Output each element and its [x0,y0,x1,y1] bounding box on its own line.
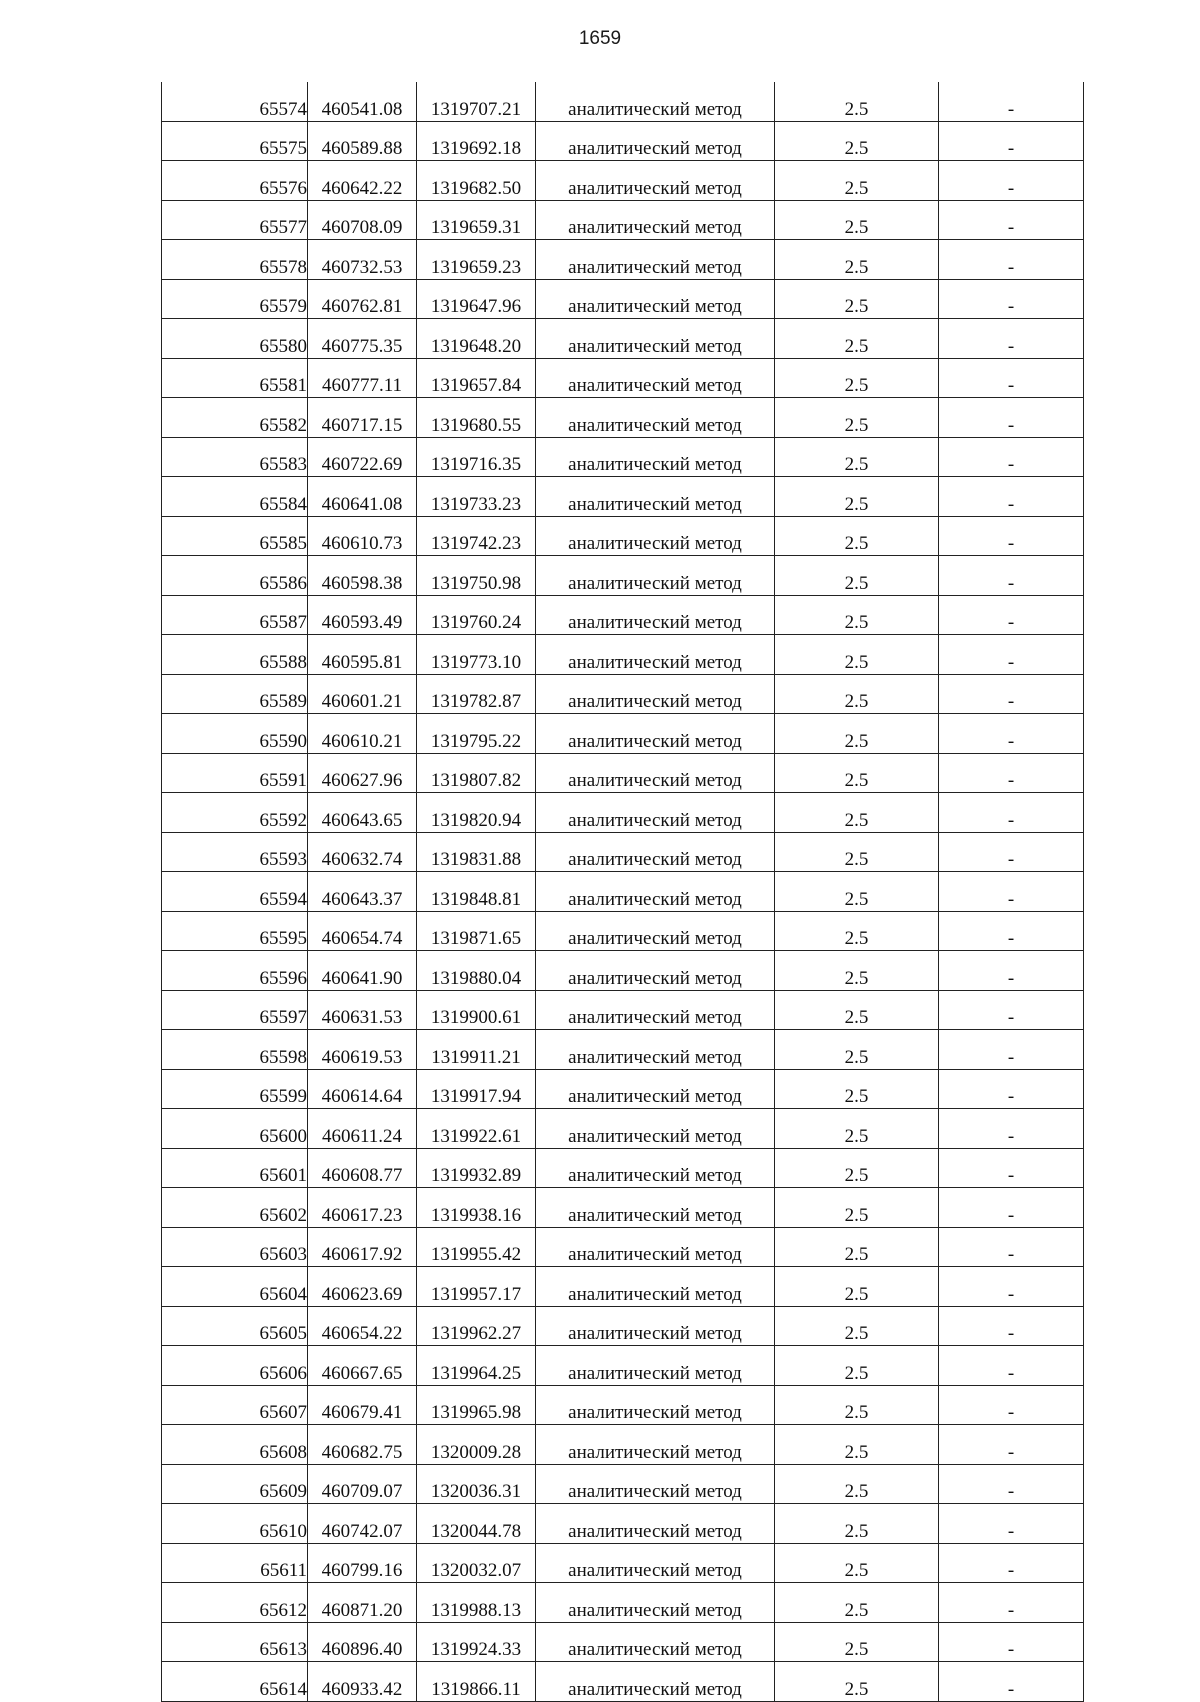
method-cell: аналитический метод [536,1148,775,1188]
accuracy-cell: 2.5 [775,121,939,161]
table-row [162,635,1084,675]
note-cell: - [939,398,1084,438]
method-cell: аналитический метод [536,516,775,556]
accuracy-cell: 2.5 [775,1306,939,1346]
point-number-cell: 65597 [162,990,308,1030]
point-number-cell: 65609 [162,1464,308,1504]
accuracy-cell: 2.5 [775,477,939,517]
table-row [162,200,1084,240]
point-number-cell: 65581 [162,358,308,398]
method-cell: аналитический метод [536,556,775,596]
x-coordinate-cell: 460608.77 [308,1148,417,1188]
table-row [162,793,1084,833]
table-row [162,1188,1084,1228]
x-coordinate-cell: 460871.20 [308,1583,417,1623]
table-row [162,595,1084,635]
method-cell: аналитический метод [536,1425,775,1465]
x-coordinate-cell: 460593.49 [308,595,417,635]
y-coordinate-cell: 1319848.81 [417,872,536,912]
method-cell: аналитический метод [536,1306,775,1346]
y-coordinate-cell: 1319657.84 [417,358,536,398]
table-row [162,516,1084,556]
y-coordinate-cell: 1319964.25 [417,1346,536,1386]
note-cell: - [939,793,1084,833]
note-cell: - [939,1385,1084,1425]
method-cell: аналитический метод [536,595,775,635]
method-cell: аналитический метод [536,1346,775,1386]
accuracy-cell: 2.5 [775,200,939,240]
table-row [162,753,1084,793]
y-coordinate-cell: 1319871.65 [417,911,536,951]
y-coordinate-cell: 1320009.28 [417,1425,536,1465]
accuracy-cell: 2.5 [775,1385,939,1425]
note-cell: - [939,1504,1084,1544]
x-coordinate-cell: 460631.53 [308,990,417,1030]
table-row [162,1306,1084,1346]
table-row [162,990,1084,1030]
method-cell: аналитический метод [536,437,775,477]
table-row [162,1227,1084,1267]
x-coordinate-cell: 460614.64 [308,1069,417,1109]
point-number-cell: 65575 [162,121,308,161]
note-cell: - [939,240,1084,280]
method-cell: аналитический метод [536,200,775,240]
x-coordinate-cell: 460682.75 [308,1425,417,1465]
x-coordinate-cell: 460717.15 [308,398,417,438]
point-number-cell: 65593 [162,832,308,872]
x-coordinate-cell: 460775.35 [308,319,417,359]
y-coordinate-cell: 1319716.35 [417,437,536,477]
x-coordinate-cell: 460610.73 [308,516,417,556]
x-coordinate-cell: 460541.08 [308,82,417,121]
table-row [162,951,1084,991]
accuracy-cell: 2.5 [775,1662,939,1702]
y-coordinate-cell: 1319659.31 [417,200,536,240]
x-coordinate-cell: 460611.24 [308,1109,417,1149]
x-coordinate-cell: 460617.92 [308,1227,417,1267]
point-number-cell: 65584 [162,477,308,517]
method-cell: аналитический метод [536,1583,775,1623]
method-cell: аналитический метод [536,1543,775,1583]
point-number-cell: 65612 [162,1583,308,1623]
table-row [162,1346,1084,1386]
accuracy-cell: 2.5 [775,1069,939,1109]
accuracy-cell: 2.5 [775,1030,939,1070]
accuracy-cell: 2.5 [775,793,939,833]
note-cell: - [939,82,1084,121]
accuracy-cell: 2.5 [775,1227,939,1267]
point-number-cell: 65604 [162,1267,308,1307]
table-row [162,1504,1084,1544]
y-coordinate-cell: 1319782.87 [417,674,536,714]
table-row [162,832,1084,872]
accuracy-cell: 2.5 [775,1504,939,1544]
point-number-cell: 65585 [162,516,308,556]
method-cell: аналитический метод [536,1385,775,1425]
note-cell: - [939,1622,1084,1662]
point-number-cell: 65608 [162,1425,308,1465]
accuracy-cell: 2.5 [775,82,939,121]
note-cell: - [939,635,1084,675]
y-coordinate-cell: 1319659.23 [417,240,536,280]
note-cell: - [939,1464,1084,1504]
x-coordinate-cell: 460679.41 [308,1385,417,1425]
method-cell: аналитический метод [536,1227,775,1267]
y-coordinate-cell: 1319692.18 [417,121,536,161]
note-cell: - [939,1662,1084,1702]
note-cell: - [939,1306,1084,1346]
accuracy-cell: 2.5 [775,437,939,477]
point-number-cell: 65587 [162,595,308,635]
accuracy-cell: 2.5 [775,1543,939,1583]
accuracy-cell: 2.5 [775,319,939,359]
point-number-cell: 65605 [162,1306,308,1346]
y-coordinate-cell: 1319820.94 [417,793,536,833]
y-coordinate-cell: 1319957.17 [417,1267,536,1307]
table-row [162,674,1084,714]
method-cell: аналитический метод [536,121,775,161]
point-number-cell: 65613 [162,1622,308,1662]
y-coordinate-cell: 1319742.23 [417,516,536,556]
point-number-cell: 65600 [162,1109,308,1149]
point-number-cell: 65602 [162,1188,308,1228]
table-row [162,1148,1084,1188]
x-coordinate-cell: 460610.21 [308,714,417,754]
accuracy-cell: 2.5 [775,1425,939,1465]
point-number-cell: 65574 [162,82,308,121]
accuracy-cell: 2.5 [775,556,939,596]
note-cell: - [939,1425,1084,1465]
x-coordinate-cell: 460598.38 [308,556,417,596]
table-row [162,1662,1084,1702]
x-coordinate-cell: 460777.11 [308,358,417,398]
y-coordinate-cell: 1319760.24 [417,595,536,635]
note-cell: - [939,990,1084,1030]
accuracy-cell: 2.5 [775,951,939,991]
note-cell: - [939,1069,1084,1109]
x-coordinate-cell: 460641.90 [308,951,417,991]
table-row [162,437,1084,477]
y-coordinate-cell: 1319955.42 [417,1227,536,1267]
point-number-cell: 65589 [162,674,308,714]
point-number-cell: 65611 [162,1543,308,1583]
method-cell: аналитический метод [536,1109,775,1149]
coordinates-table [161,82,1084,1702]
note-cell: - [939,358,1084,398]
method-cell: аналитический метод [536,911,775,951]
table-row [162,279,1084,319]
x-coordinate-cell: 460632.74 [308,832,417,872]
note-cell: - [939,1346,1084,1386]
note-cell: - [939,1267,1084,1307]
note-cell: - [939,516,1084,556]
note-cell: - [939,872,1084,912]
table-row [162,911,1084,951]
table-row [162,121,1084,161]
accuracy-cell: 2.5 [775,1267,939,1307]
x-coordinate-cell: 460742.07 [308,1504,417,1544]
note-cell: - [939,161,1084,201]
accuracy-cell: 2.5 [775,161,939,201]
method-cell: аналитический метод [536,161,775,201]
table-row [162,1385,1084,1425]
method-cell: аналитический метод [536,1069,775,1109]
point-number-cell: 65580 [162,319,308,359]
x-coordinate-cell: 460619.53 [308,1030,417,1070]
y-coordinate-cell: 1319880.04 [417,951,536,991]
point-number-cell: 65578 [162,240,308,280]
y-coordinate-cell: 1319831.88 [417,832,536,872]
point-number-cell: 65590 [162,714,308,754]
point-number-cell: 65603 [162,1227,308,1267]
table-row [162,556,1084,596]
y-coordinate-cell: 1319773.10 [417,635,536,675]
method-cell: аналитический метод [536,279,775,319]
x-coordinate-cell: 460933.42 [308,1662,417,1702]
note-cell: - [939,1583,1084,1623]
point-number-cell: 65592 [162,793,308,833]
table-row [162,1622,1084,1662]
accuracy-cell: 2.5 [775,595,939,635]
accuracy-cell: 2.5 [775,1109,939,1149]
accuracy-cell: 2.5 [775,990,939,1030]
y-coordinate-cell: 1319707.21 [417,82,536,121]
table-row [162,1425,1084,1465]
method-cell: аналитический метод [536,82,775,121]
note-cell: - [939,714,1084,754]
y-coordinate-cell: 1319938.16 [417,1188,536,1228]
x-coordinate-cell: 460589.88 [308,121,417,161]
table-row [162,714,1084,754]
accuracy-cell: 2.5 [775,240,939,280]
y-coordinate-cell: 1319795.22 [417,714,536,754]
x-coordinate-cell: 460654.22 [308,1306,417,1346]
method-cell: аналитический метод [536,753,775,793]
y-coordinate-cell: 1319922.61 [417,1109,536,1149]
accuracy-cell: 2.5 [775,714,939,754]
x-coordinate-cell: 460623.69 [308,1267,417,1307]
x-coordinate-cell: 460643.65 [308,793,417,833]
point-number-cell: 65598 [162,1030,308,1070]
method-cell: аналитический метод [536,1504,775,1544]
table-row [162,1543,1084,1583]
point-number-cell: 65579 [162,279,308,319]
point-number-cell: 65594 [162,872,308,912]
table-row [162,398,1084,438]
note-cell: - [939,1148,1084,1188]
accuracy-cell: 2.5 [775,1583,939,1623]
note-cell: - [939,556,1084,596]
note-cell: - [939,832,1084,872]
accuracy-cell: 2.5 [775,753,939,793]
point-number-cell: 65601 [162,1148,308,1188]
x-coordinate-cell: 460617.23 [308,1188,417,1228]
method-cell: аналитический метод [536,1188,775,1228]
y-coordinate-cell: 1319647.96 [417,279,536,319]
y-coordinate-cell: 1319932.89 [417,1148,536,1188]
method-cell: аналитический метод [536,872,775,912]
accuracy-cell: 2.5 [775,635,939,675]
y-coordinate-cell: 1320044.78 [417,1504,536,1544]
accuracy-cell: 2.5 [775,911,939,951]
y-coordinate-cell: 1320032.07 [417,1543,536,1583]
y-coordinate-cell: 1319965.98 [417,1385,536,1425]
x-coordinate-cell: 460642.22 [308,161,417,201]
x-coordinate-cell: 460595.81 [308,635,417,675]
table-row [162,358,1084,398]
point-number-cell: 65588 [162,635,308,675]
table-row [162,1069,1084,1109]
y-coordinate-cell: 1320036.31 [417,1464,536,1504]
point-number-cell: 65614 [162,1662,308,1702]
accuracy-cell: 2.5 [775,358,939,398]
y-coordinate-cell: 1319648.20 [417,319,536,359]
method-cell: аналитический метод [536,1622,775,1662]
table-row [162,240,1084,280]
accuracy-cell: 2.5 [775,1622,939,1662]
note-cell: - [939,437,1084,477]
point-number-cell: 65591 [162,753,308,793]
accuracy-cell: 2.5 [775,516,939,556]
note-cell: - [939,1543,1084,1583]
method-cell: аналитический метод [536,793,775,833]
x-coordinate-cell: 460722.69 [308,437,417,477]
note-cell: - [939,319,1084,359]
method-cell: аналитический метод [536,398,775,438]
note-cell: - [939,279,1084,319]
method-cell: аналитический метод [536,319,775,359]
y-coordinate-cell: 1319807.82 [417,753,536,793]
x-coordinate-cell: 460732.53 [308,240,417,280]
accuracy-cell: 2.5 [775,674,939,714]
point-number-cell: 65586 [162,556,308,596]
table-row [162,82,1084,121]
point-number-cell: 65607 [162,1385,308,1425]
method-cell: аналитический метод [536,635,775,675]
x-coordinate-cell: 460654.74 [308,911,417,951]
table-row [162,319,1084,359]
method-cell: аналитический метод [536,951,775,991]
x-coordinate-cell: 460708.09 [308,200,417,240]
method-cell: аналитический метод [536,358,775,398]
table-row [162,161,1084,201]
point-number-cell: 65576 [162,161,308,201]
y-coordinate-cell: 1319682.50 [417,161,536,201]
point-number-cell: 65599 [162,1069,308,1109]
x-coordinate-cell: 460709.07 [308,1464,417,1504]
x-coordinate-cell: 460799.16 [308,1543,417,1583]
y-coordinate-cell: 1319924.33 [417,1622,536,1662]
x-coordinate-cell: 460762.81 [308,279,417,319]
table-row [162,1583,1084,1623]
note-cell: - [939,1030,1084,1070]
note-cell: - [939,595,1084,635]
table-row [162,1030,1084,1070]
accuracy-cell: 2.5 [775,872,939,912]
method-cell: аналитический метод [536,1030,775,1070]
table-row [162,872,1084,912]
y-coordinate-cell: 1319900.61 [417,990,536,1030]
y-coordinate-cell: 1319733.23 [417,477,536,517]
page-number: 1659 [578,28,622,49]
y-coordinate-cell: 1319750.98 [417,556,536,596]
note-cell: - [939,477,1084,517]
point-number-cell: 65606 [162,1346,308,1386]
method-cell: аналитический метод [536,1464,775,1504]
table-row [162,1109,1084,1149]
x-coordinate-cell: 460667.65 [308,1346,417,1386]
note-cell: - [939,200,1084,240]
table-row [162,1464,1084,1504]
method-cell: аналитический метод [536,832,775,872]
y-coordinate-cell: 1319866.11 [417,1662,536,1702]
accuracy-cell: 2.5 [775,832,939,872]
note-cell: - [939,911,1084,951]
note-cell: - [939,951,1084,991]
x-coordinate-cell: 460641.08 [308,477,417,517]
accuracy-cell: 2.5 [775,279,939,319]
method-cell: аналитический метод [536,1662,775,1702]
y-coordinate-cell: 1319917.94 [417,1069,536,1109]
method-cell: аналитический метод [536,990,775,1030]
y-coordinate-cell: 1319680.55 [417,398,536,438]
note-cell: - [939,674,1084,714]
accuracy-cell: 2.5 [775,1464,939,1504]
note-cell: - [939,121,1084,161]
y-coordinate-cell: 1319988.13 [417,1583,536,1623]
method-cell: аналитический метод [536,477,775,517]
note-cell: - [939,1227,1084,1267]
note-cell: - [939,1109,1084,1149]
method-cell: аналитический метод [536,714,775,754]
accuracy-cell: 2.5 [775,1346,939,1386]
point-number-cell: 65583 [162,437,308,477]
method-cell: аналитический метод [536,240,775,280]
point-number-cell: 65577 [162,200,308,240]
point-number-cell: 65595 [162,911,308,951]
accuracy-cell: 2.5 [775,1148,939,1188]
point-number-cell: 65596 [162,951,308,991]
point-number-cell: 65582 [162,398,308,438]
y-coordinate-cell: 1319911.21 [417,1030,536,1070]
method-cell: аналитический метод [536,674,775,714]
accuracy-cell: 2.5 [775,1188,939,1228]
method-cell: аналитический метод [536,1267,775,1307]
table-body [162,82,1084,1701]
table-row [162,477,1084,517]
note-cell: - [939,1188,1084,1228]
x-coordinate-cell: 460601.21 [308,674,417,714]
x-coordinate-cell: 460627.96 [308,753,417,793]
table-row [162,1267,1084,1307]
accuracy-cell: 2.5 [775,398,939,438]
x-coordinate-cell: 460643.37 [308,872,417,912]
y-coordinate-cell: 1319962.27 [417,1306,536,1346]
point-number-cell: 65610 [162,1504,308,1544]
x-coordinate-cell: 460896.40 [308,1622,417,1662]
note-cell: - [939,753,1084,793]
